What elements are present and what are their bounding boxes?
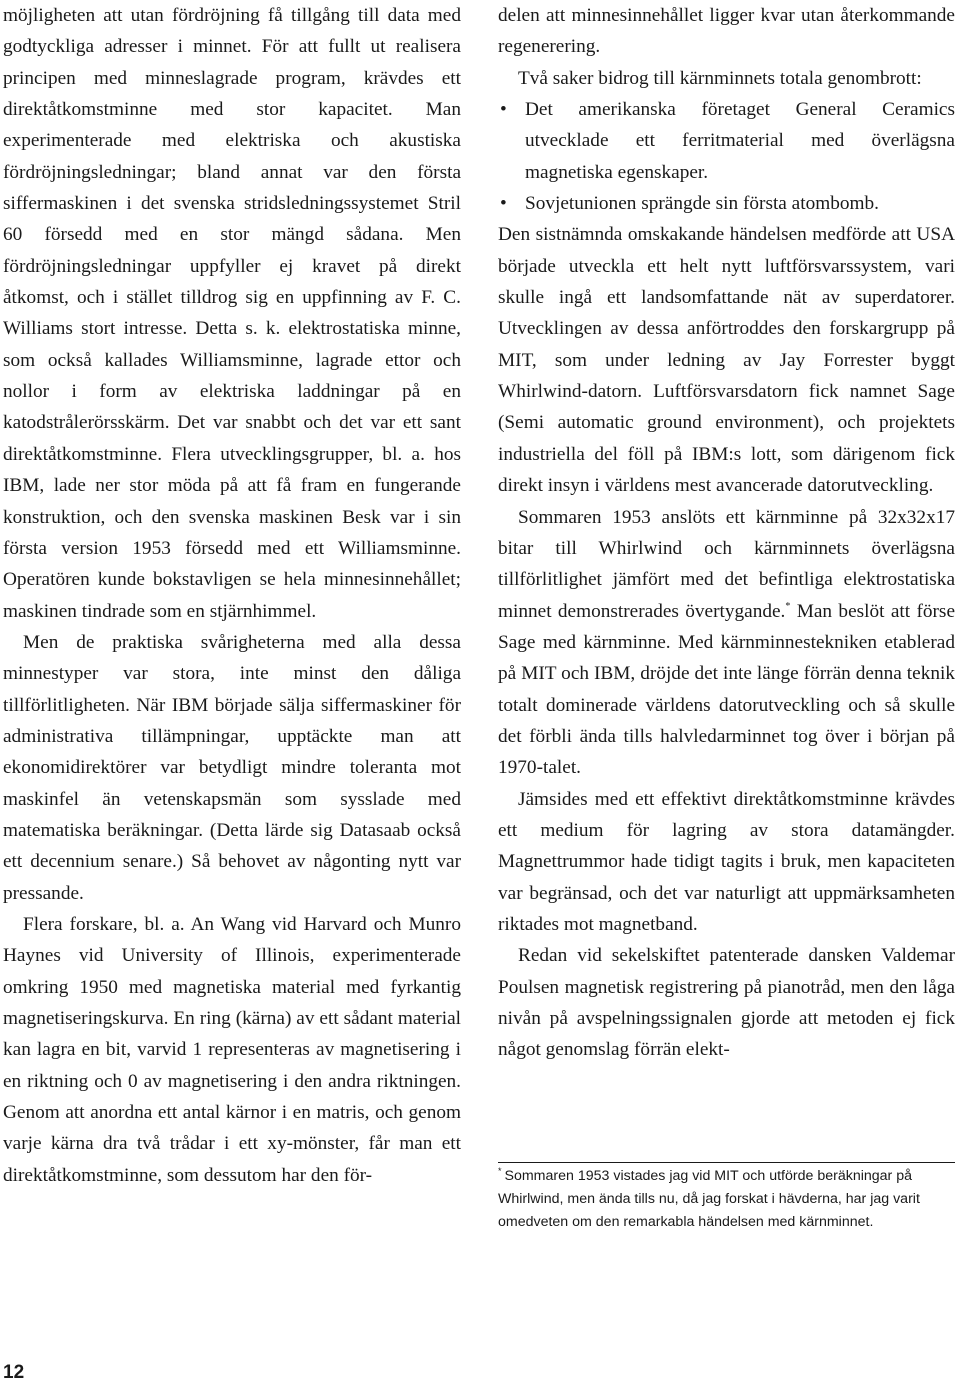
body-paragraph: Men de praktiska svårigheterna med alla dessa minnestyper var stora, inte minst den dåliga tillförlitligheten. När IBM började sälja siffermaskiner för administrativa tillämpningar, upptäckte man att ekonomidirektörer var betydligt mindre toleranta mot maskinfel än vetenskapsmän som sysslade med matematiska beräkningar. (Detta lärde sig Datasaab också ett decennium senare.) Så behovet av någonting nytt var pressande.: [3, 631, 461, 904]
body-paragraph: Den sistnämnda omskakande händelsen medförde att USA började utveckla ett helt nytt luftförsvarssystem, vari skulle ingå ett landsomfattande nät av superdatorer. Utvecklingen av dessa anförtroddes den forskargrupp på MIT, som under ledning av Jay Forrester byggt Whirlwind-datorn. Luftförsvarsdatorn fick namnet Sage (Semi automatic ground environment), och projektets industriella del föll på IBM:s lott, som därigenom fick direkt insyn i världens mest avancerade datorutveckling.: [498, 224, 955, 497]
paragraph-text: Sommaren 1953 anslöts ett kärnminne på 32x32x17 bitar till Whirlwind och kärnminnets överlägsna tillförlitlighet jämfört med det befintliga elektrostatiska minnet demonstrerades övertygande.: [498, 506, 955, 622]
list-item-text: Det amerikanska företaget General Ceramics utvecklade ett ferritmaterial med överlägsna magnetiska egenskaper.: [525, 99, 955, 183]
body-paragraph: [498, 502, 955, 784]
bullet-icon: •: [500, 99, 507, 121]
list-item-text: Sovjetunionen sprängde sin första atombomb.: [525, 193, 879, 215]
footnote-reference: *: [785, 600, 791, 612]
footnote-mark: *: [498, 1166, 502, 1176]
body-paragraph: möjligheten att utan fördröjning få tillgång till data med godtyckliga adresser i minnet. För att fullt ut realisera principen med minneslagrade program, krävdes ett direktåtkomstminne med stor kapacitet. Man experimenterade med elektriska och akustiska fördröjningsledningar; bland annat var den första siffermaskinen i det svenska stridsledningssystemet Stril 60 försedd med en stor mängd sådana. Men fördröjningsledningar uppfyller ej kravet på direkt åtkomst, och i stället tilldrog sig en uppfinning av F. C. Williams stort intresse. Detta s. k. elektrostatiska minne, som också kallades Williamsminne, lagrade ettor och nollor i form av elektriska laddningar på en katodstrålerörsskärm. Det var snabbt och det var ett sant direktåtkomstminne. Flera utvecklingsgrupper, bl. a. hos IBM, lade ner stor möda på att få fram en fungerande konstruktion, och den svenska maskinen Besk var i sin första version 1953 försedd med ett Williamsminne. Operatören kunde bokstavligen se hela minnesinnehållet; maskinen tindrade som en stjärnhimmel.: [3, 5, 461, 622]
footnote-paragraph: [498, 1165, 955, 1235]
body-paragraph: Två saker bidrog till kärnminnets totala genombrott:: [518, 67, 922, 89]
list-item: [498, 94, 955, 188]
paragraph-text: Man beslöt att förse Sage med kärnminne. Med kärnminnestekniken etablerad på MIT och IBM, dröjde det inte länge förrän denna teknik totalt dominerade världens datorutveckling och så skulle det förbli ända tills halvledarminnet tog över i början på 1970-talet.: [498, 600, 955, 779]
body-paragraph: Redan vid sekelskiftet patenterade dansken Valdemar Poulsen magnetisk registrering på pianotråd, men den låga nivån på avspelningssignalen gjorde att metoden ej fick något genomslag förrän elekt-: [498, 945, 955, 1061]
bullet-list: [498, 94, 955, 219]
list-item: [498, 188, 955, 219]
body-paragraph: Jämsides med ett effektivt direktåtkomstminne krävdes ett medium för lagring av stora datamängder. Magnettrummor hade tidigt tagits i bruk, men kapaciteten var begränsad, och det var naturligt att uppmärksamheten riktades mot magnetband.: [498, 788, 955, 935]
right-column: [498, 0, 955, 1066]
page-number: 12: [3, 1362, 25, 1383]
bullet-icon: •: [500, 193, 507, 215]
footnote: [498, 1165, 955, 1235]
body-paragraph: Flera forskare, bl. a. An Wang vid Harvard och Munro Haynes vid University of Illinois, experimenterade omkring 1950 med magnetiska material med fyrkantig magnetiseringskurva. En ring (kärna) av ett sådant material kan lagra en bit, varvid 1 representeras av magnetisering i en riktning och 0 av magnetisering i den andra riktningen. Genom att anordna ett antal kärnor i en matris, och genom varje kärna dra två trådar i ett xy-mönster, får man ett direktåtkomstminne, som dessutom har den för-: [3, 913, 461, 1186]
footnote-text: Sommaren 1953 vistades jag vid MIT och utförde beräkningar på Whirlwind, men ända tills nu, då jag forskat i hävderna, har jag varit omedveten om den remarkabla händelsen med kärnminnet.: [498, 1168, 920, 1231]
footnote-divider: [498, 1162, 955, 1163]
left-column: [3, 0, 461, 1191]
body-paragraph: delen att minnesinnehållet ligger kvar utan återkommande regenerering.: [498, 5, 955, 58]
